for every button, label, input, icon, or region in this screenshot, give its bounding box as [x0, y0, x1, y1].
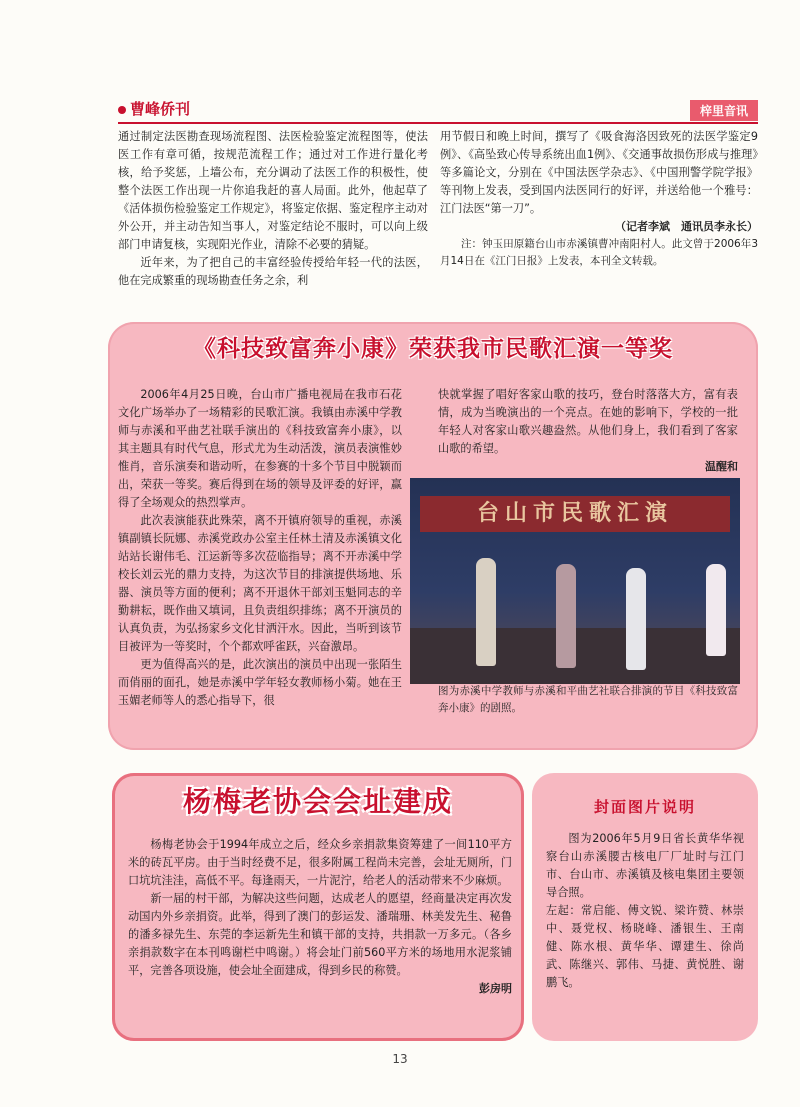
header-rule	[118, 122, 758, 124]
bullet-icon	[118, 106, 126, 114]
top-article-left-column	[118, 128, 428, 290]
cover-note-body	[546, 830, 744, 992]
photo-performer	[556, 564, 576, 668]
folk-song-left-column	[118, 386, 402, 710]
folk-song-paragraph: 快就掌握了唱好客家山歌的技巧，登台时落落大方，富有表情，成为当晚演出的一个亮点。在她的影响下，学校的一批年轻人对客家山歌兴趣盎然。从他们身上，我们看到了客家山歌的希望。	[438, 388, 738, 455]
folk-song-paragraph: 更为值得高兴的是，此次演出的演员中出现一张陌生而俏丽的面孔，她是赤溪中学年轻女教师杨小菊。她在王玉媚老师等人的悉心指导下，很	[118, 658, 402, 707]
publication-brand	[118, 98, 190, 119]
article-note-text: 注：钟玉田原籍台山市赤溪镇曹冲南阳村人。此文曾于2006年3月14日在《江门日报》上发表，本刊全文转载。	[440, 238, 758, 267]
article-note	[440, 236, 758, 270]
photo-caption: 图为赤溪中学教师与赤溪和平曲艺社联合排演的节目《科技致富奔小康》的剧照。	[438, 685, 738, 714]
folk-song-right-column	[438, 386, 738, 476]
stage-performance-photo	[410, 478, 740, 684]
page-header	[118, 98, 758, 120]
reporter-credit: （记者李斌 通讯员李永长）	[615, 220, 758, 233]
brand-label: 曹峰侨刊	[130, 100, 191, 118]
photo-performer	[476, 558, 496, 666]
folk-song-paragraph: 此次表演能获此殊荣，离不开镇府领导的重视，赤溪镇副镇长阮娜、赤溪党政办公室主任林土清及赤溪镇文化站站长谢伟毛、江运新等多次莅临指导；离不开赤溪中学校长刘云光的鼎力支持，为这次节目的排演提供场地、乐器、演员等方面的便利；离不开退休干部刘玉魁同志的辛勤耕耘，既作曲又填词，且负责组织排练；离不开演员的认真负责，为弘扬家乡文化甘洒汗水。因此，当听到该节目被评为一等奖时，个个都欢呼雀跃，兴奋激昂。	[118, 514, 402, 653]
elders-association-author: 彭房明	[479, 982, 512, 995]
photo-performer	[626, 568, 646, 670]
cover-note-paragraph: 图为2006年5月9日省长黄华华视察台山赤溪腰古核电厂厂址时与江门市、台山市、赤溪镇及核电集团主要领导合照。	[546, 832, 744, 899]
page-number: 13	[392, 1052, 408, 1066]
section-tag: 梓里音讯	[690, 100, 758, 121]
photo-performer	[706, 564, 726, 656]
elders-association-paragraph: 新一届的村干部，为解决这些问题，达成老人的愿望，经商量决定再次发动国内外乡亲捐资。此举，得到了澳门的彭运发、潘瑞珊、林美发先生、秘鲁的潘多禄先生、东莞的李运新先生和镇干部的支持，共捐款一万多元。（各乡亲捐款数字在本刊鸣谢栏中鸣谢。）将会址门前560平方米的场地用水泥浆铺平，完善各项设施，使会址全面建成，得到乡民的称赞。	[128, 892, 512, 977]
folk-song-article-title: 《科技致富奔小康》荣获我市民歌汇演一等奖	[193, 336, 673, 362]
top-article-paragraph: 通过制定法医勘查现场流程图、法医检验鉴定流程图等，使法医工作有章可循，按规范流程工作；通过对工作进行量化考核，给予奖惩，上墙公布，充分调动了法医工作的积极性，使整个法医工作出现一片你追我赶的喜人局面。此外，他起草了《活体损伤检验鉴定工作规定》，将鉴定依据、鉴定程序主动对外公开，并主动告知当事人，对鉴定结论不服时，可以向上级部门申请复核，实现阳光作业，清除不必要的猜疑。	[118, 130, 428, 251]
photo-banner-text: 台山市民歌汇演	[420, 496, 730, 532]
cover-note-paragraph: 左起：常启能、傅文锐、梁许赞、林崇中、聂党权、杨晓峰、潘银生、王南健、陈水根、黄华华、谭建生、徐尚武、陈继兴、郭伟、马捷、黄悦胜、谢鹏飞。	[546, 904, 744, 989]
cover-note-title: 封面图片说明	[593, 798, 696, 816]
folk-song-author: 温醒和	[705, 460, 738, 473]
folk-song-paragraph: 2006年4月25日晚，台山市广播电视局在我市石花文化广场举办了一场精彩的民歌汇演。我镇由赤溪中学教师与赤溪和平曲艺社联手演出的《科技致富奔小康》，以其主题具有时代气息，形式尤为生动活泼，演员表演惟妙惟肖，音乐演奏和谐动听，在参赛的十多个节目中脱颖而出，荣获一等奖。赛后得到在场的领导及评委的好评，赢得了全场观众的热烈掌声。	[118, 388, 402, 509]
top-article-paragraph: 近年来，为了把自己的丰富经验传授给年轻一代的法医，他在完成繁重的现场勘查任务之余，利	[118, 256, 428, 287]
top-article-right-column	[440, 128, 758, 270]
top-article-paragraph: 用节假日和晚上时间，撰写了《吸食海洛因致死的法医学鉴定9例》、《高坠致心传导系统出血1例》、《交通事故损伤形成与推理》等多篇论文，分别在《中国法医学杂志》、《中国刑警学院学报》等刊物上发表，受到国内法医同行的好评，并送给他一个雅号：江门法医“第一刀”。	[440, 130, 758, 215]
elders-association-title: 杨梅老协会会址建成	[182, 785, 453, 818]
elders-association-paragraph: 杨梅老协会于1994年成立之后，经众乡亲捐款集资筹建了一间110平方米的砖瓦平房。由于当时经费不足，很多附属工程尚未完善，会址无厕所，门口坑坑洼洼，高低不平。每逢雨天，一片泥泞，给老人的活动带来不少麻烦。	[128, 838, 512, 887]
elders-association-body	[128, 836, 512, 998]
